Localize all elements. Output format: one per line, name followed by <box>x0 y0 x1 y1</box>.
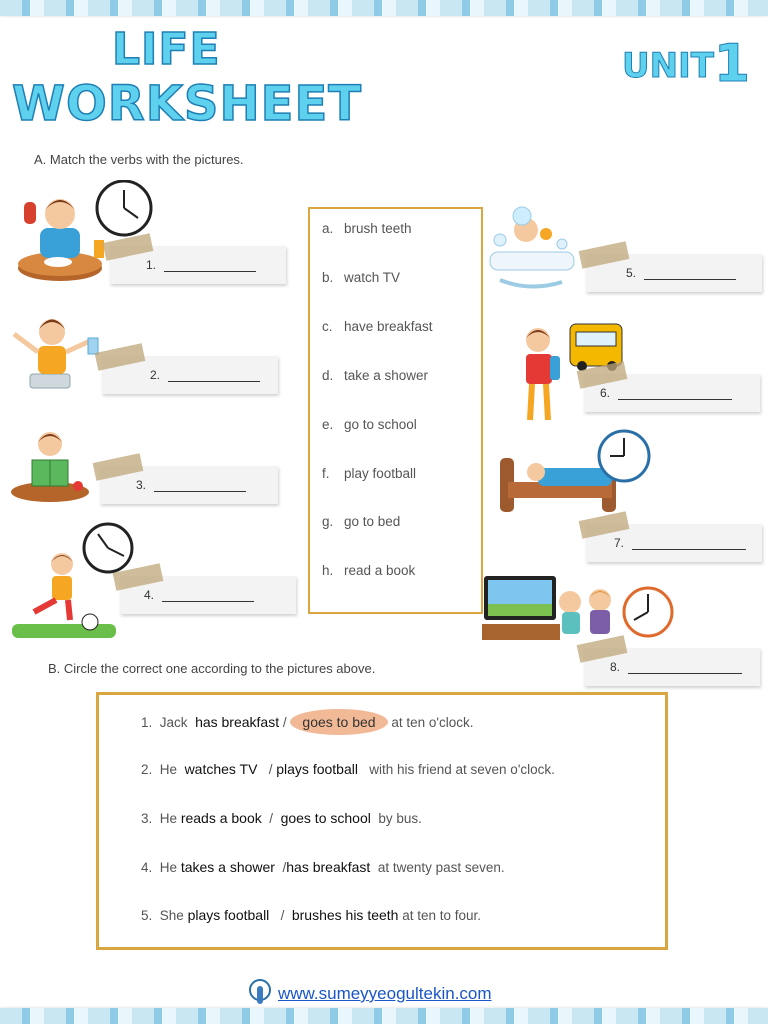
option-takes-a-shower[interactable]: takes a shower <box>180 859 275 875</box>
blank-7 <box>586 524 762 562</box>
title-line-worksheet: WORKSHEET <box>12 76 362 132</box>
blank-6 <box>584 374 760 412</box>
blank-4 <box>120 576 296 614</box>
option-has-breakfast[interactable]: has breakfast <box>286 859 371 875</box>
pointer-hand-icon <box>248 978 272 1008</box>
blank-number: 1. <box>146 258 157 272</box>
answer-line[interactable] <box>162 591 254 602</box>
blank-number: 5. <box>626 266 637 280</box>
answer-line[interactable] <box>644 269 736 280</box>
answer-line[interactable] <box>632 539 746 550</box>
word-item-h: h. read a book <box>322 563 416 578</box>
word-item-c: c. have breakfast <box>322 319 433 334</box>
blank-2 <box>102 356 278 394</box>
shower-picture <box>486 200 578 292</box>
blank-number: 7. <box>614 536 625 550</box>
option-brushes-his-teeth[interactable]: brushes his teeth <box>291 907 399 923</box>
answer-line[interactable] <box>168 371 260 382</box>
title-line-life: LIFE <box>112 24 221 75</box>
sentence-1: 1. Jack has breakfast / goes to bed at ten o'clock. <box>141 709 473 735</box>
sentence-3: 3. He reads a book / goes to school by bus. <box>141 810 422 826</box>
word-item-f: f. play football <box>322 466 417 481</box>
blank-number: 6. <box>600 386 611 400</box>
word-item-e: e. go to school <box>322 417 417 432</box>
word-item-d: d. take a shower <box>322 368 429 383</box>
watching-tv-picture <box>482 574 678 648</box>
blank-5 <box>586 254 762 292</box>
reading-book-picture <box>10 430 92 504</box>
bottom-decorative-band <box>0 1008 768 1024</box>
website-link[interactable] <box>252 984 492 1004</box>
blank-3 <box>100 466 278 504</box>
answer-line[interactable] <box>164 261 256 272</box>
word-item-g: g. go to bed <box>322 514 401 529</box>
option-plays-football[interactable]: plays football <box>276 761 358 777</box>
tape-decoration <box>579 241 630 269</box>
answer-line[interactable] <box>628 663 742 674</box>
blank-number: 8. <box>610 660 621 674</box>
top-decorative-band <box>0 0 768 16</box>
option-plays-football[interactable]: plays football <box>187 907 270 923</box>
brushing-teeth-picture <box>8 312 108 392</box>
blank-number: 3. <box>136 478 147 492</box>
going-to-bed-picture <box>498 428 654 518</box>
blank-number: 2. <box>150 368 161 382</box>
section-b-instruction: B. Circle the correct one according to the pictures above. <box>48 661 376 676</box>
option-goes-to-bed-circled[interactable]: goes to bed <box>290 709 387 735</box>
option-goes-to-school[interactable]: goes to school <box>280 810 371 826</box>
sentence-2: 2. He watches TV / plays football with his friend at seven o'clock. <box>141 761 555 777</box>
answer-line[interactable] <box>154 481 246 492</box>
unit-number: 1 <box>713 34 751 94</box>
sentence-4: 4. He takes a shower /has breakfast at twenty past seven. <box>141 859 505 875</box>
answer-line[interactable] <box>618 389 732 400</box>
section-a-instruction: A. Match the verbs with the pictures. <box>34 152 244 167</box>
blank-8 <box>584 648 760 686</box>
sentences-box <box>96 692 668 950</box>
verb-word-box <box>308 207 483 614</box>
unit-word: UNIT <box>622 46 714 86</box>
option-watches-tv[interactable]: watches TV <box>184 761 258 777</box>
sentence-5: 5. She plays football / brushes his teeth at ten to four. <box>141 907 482 923</box>
website-url[interactable]: www.sumeyyeogultekin.com <box>278 984 492 1003</box>
option-reads-a-book[interactable]: reads a book <box>180 810 262 826</box>
unit-label <box>622 30 751 94</box>
option-has-breakfast[interactable]: has breakfast <box>195 714 280 730</box>
tape-decoration <box>93 453 144 481</box>
blank-1 <box>110 246 286 284</box>
blank-number: 4. <box>144 588 155 602</box>
word-item-b: b. watch TV <box>322 270 401 285</box>
word-item-a: a. brush teeth <box>322 221 412 236</box>
